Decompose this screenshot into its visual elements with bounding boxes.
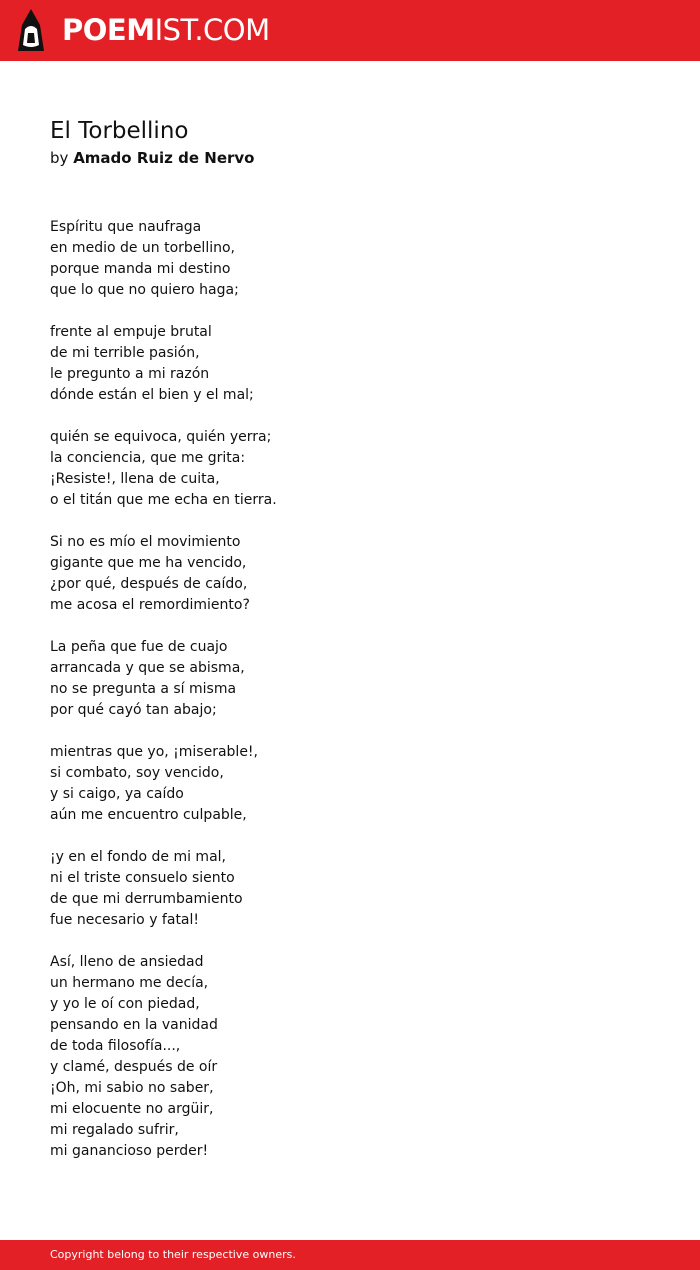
poem-line: no se pregunta a sí misma <box>50 681 237 697</box>
poem-stanza <box>50 427 650 511</box>
poem-line: me acosa el remordimiento? <box>50 597 250 613</box>
poem-line: mi regalado sufrir, <box>50 1122 179 1138</box>
poem-line: por qué cayó tan abajo; <box>50 702 217 718</box>
site-logo-link[interactable] <box>18 9 270 51</box>
poem-line: le pregunto a mi razón <box>50 366 210 382</box>
poem-line: que lo que no quiero haga; <box>50 282 239 298</box>
poem-line: frente al empuje brutal <box>50 324 212 340</box>
poem-line: pensando en la vanidad <box>50 1017 218 1033</box>
poem-line: Así, lleno de ansiedad <box>50 954 204 970</box>
poem-line: y si caigo, ya caído <box>50 786 184 802</box>
byline-prefix: by <box>50 149 69 167</box>
poem-line: de mi terrible pasión, <box>50 345 200 361</box>
poem-line: si combato, soy vencido, <box>50 765 224 781</box>
poem-line: mi ganancioso perder! <box>50 1143 209 1159</box>
poem-line: Espíritu que naufraga <box>50 219 202 235</box>
poem-stanza <box>50 742 650 826</box>
copyright-text: Copyright belong to their respective owners. <box>50 1248 296 1261</box>
poem-line: mi elocuente no argüir, <box>50 1101 214 1117</box>
poem-content <box>50 116 650 1162</box>
logo-text-bold: POEM <box>62 13 155 47</box>
site-logo-text <box>62 9 270 51</box>
poem-line: de toda filosofía..., <box>50 1038 181 1054</box>
logo-text-light: IST.COM <box>154 13 270 47</box>
poem-line: ¡y en el fondo de mi mal, <box>50 849 226 865</box>
site-footer <box>0 1240 700 1270</box>
poem-line: ¡Oh, mi sabio no saber, <box>50 1080 214 1096</box>
poem-line: arrancada y que se abisma, <box>50 660 245 676</box>
author-name[interactable]: Amado Ruiz de Nervo <box>73 149 255 167</box>
poem-stanza <box>50 532 650 616</box>
poem-line: quién se equivoca, quién yerra; <box>50 429 272 445</box>
poem-line: ¿por qué, después de caído, <box>50 576 248 592</box>
poem-title: El Torbellino <box>50 118 189 144</box>
poem-stanza <box>50 952 650 1162</box>
poem-line: mientras que yo, ¡miserable!, <box>50 744 258 760</box>
poem-line: aún me encuentro culpable, <box>50 807 247 823</box>
poem-stanza <box>50 217 650 301</box>
poem-body <box>50 217 650 1162</box>
poem-line: de que mi derrumbamiento <box>50 891 243 907</box>
poem-line: Si no es mío el movimiento <box>50 534 241 550</box>
poem-line: en medio de un torbellino, <box>50 240 235 256</box>
poem-stanza <box>50 322 650 406</box>
poem-line: la conciencia, que me grita: <box>50 450 246 466</box>
poem-stanza <box>50 637 650 721</box>
poem-line: fue necesario y fatal! <box>50 912 200 928</box>
poem-line: La peña que fue de cuajo <box>50 639 228 655</box>
poem-line: dónde están el bien y el mal; <box>50 387 254 403</box>
poem-line: ¡Resiste!, llena de cuita, <box>50 471 220 487</box>
poem-line: un hermano me decía, <box>50 975 209 991</box>
poem-line: o el titán que me echa en tierra. <box>50 492 277 508</box>
poem-line: y yo le oí con piedad, <box>50 996 200 1012</box>
poem-line: gigante que me ha vencido, <box>50 555 247 571</box>
site-header <box>0 0 700 61</box>
poem-line: ni el triste consuelo siento <box>50 870 235 886</box>
poem-stanza <box>50 847 650 931</box>
poem-byline <box>50 147 650 169</box>
poem-line: porque manda mi destino <box>50 261 231 277</box>
poem-line: y clamé, después de oír <box>50 1059 218 1075</box>
pencil-icon <box>18 9 44 51</box>
